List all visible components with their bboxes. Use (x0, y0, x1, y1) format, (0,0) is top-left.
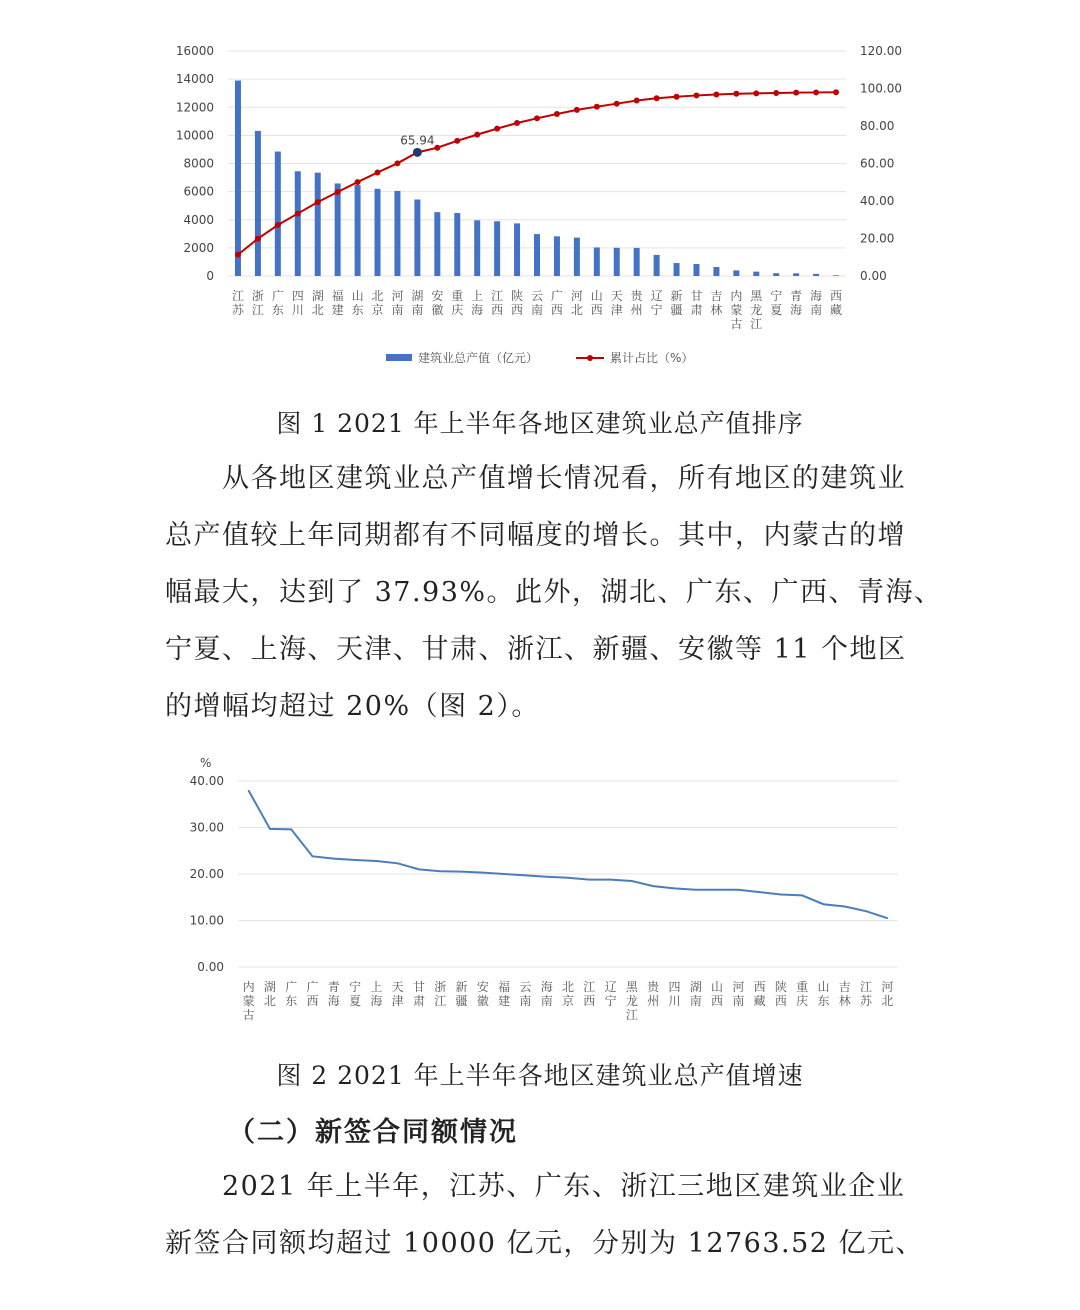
growth-point (503, 873, 505, 875)
x-tick-label: 海南 (810, 289, 823, 317)
growth-point (695, 889, 697, 891)
x-tick-label: 福建 (331, 289, 344, 317)
paragraph-line: 从各地区建筑业总产值增长情况看，所有地区的建筑业 (165, 463, 906, 494)
legend-line-label: 累计占比（%） (610, 351, 694, 365)
growth-point (801, 895, 803, 897)
x-tick-label: 山东 (817, 980, 830, 1008)
growth-point (716, 889, 718, 891)
line-point (674, 94, 680, 100)
growth-point (461, 871, 463, 873)
line-point (474, 132, 480, 138)
y-right-tick-label: 120.00 (860, 44, 902, 58)
bar (773, 273, 779, 276)
x-tick-label: 山西 (590, 289, 603, 317)
line-point (534, 115, 540, 121)
growth-point (674, 888, 676, 890)
figure-2-caption: 图 2 2021 年上半年各地区建筑业总产值增速 (276, 1061, 804, 1090)
growth-point (887, 917, 889, 919)
x-tick-label: 浙江 (251, 289, 264, 317)
x-tick-label: 青海 (790, 289, 803, 317)
bar (375, 189, 381, 276)
x-tick-label: 山东 (351, 289, 364, 317)
x-tick-label: 内蒙古 (730, 289, 743, 331)
line-point (335, 189, 341, 195)
growth-point (248, 790, 250, 792)
figure-1-caption: 图 1 2021 年上半年各地区建筑业总产值排序 (276, 409, 804, 438)
line-point (275, 222, 281, 228)
x-tick-label: 陕西 (774, 980, 787, 1008)
y-left-tick-label: 8000 (183, 156, 214, 171)
x-tick-label: 广东 (271, 289, 284, 317)
y-left-tick-label: 16000 (175, 44, 214, 58)
growth-point (631, 880, 633, 882)
x-tick-label: 上海 (370, 980, 383, 1008)
bar (434, 212, 440, 276)
y-tick-label: 40.00 (189, 774, 224, 788)
line-point (355, 179, 361, 185)
legend-bar-label: 建筑业总产值（亿元） (418, 351, 539, 365)
bar (574, 238, 580, 276)
bar (414, 200, 420, 277)
growth-point (397, 863, 399, 865)
x-tick-label: 山西 (711, 980, 724, 1008)
y-right-tick-label: 40.00 (860, 194, 895, 208)
x-tick-label: 四川 (291, 289, 304, 317)
x-tick-label: 陕西 (511, 289, 524, 317)
x-tick-label: 江苏 (860, 980, 873, 1008)
line-point (773, 90, 779, 96)
paragraph-line: 的增幅均超过 20%（图 2）。 (165, 691, 540, 722)
x-tick-label: 广东 (285, 980, 298, 1008)
x-tick-label: 河北 (570, 289, 583, 317)
bar (693, 264, 699, 276)
y-axis-unit: % (200, 756, 212, 770)
x-tick-label: 北京 (371, 289, 384, 317)
line-point (833, 89, 839, 95)
growth-point (290, 829, 292, 831)
growth-point (865, 910, 867, 912)
x-tick-label: 湖北 (263, 980, 276, 1008)
x-tick-label: 西藏 (830, 289, 843, 317)
line-point (634, 98, 640, 104)
paragraph-line: 新签合同额均超过 10000 亿元，分别为 12763.52 亿元、 (165, 1228, 925, 1259)
growth-point (439, 870, 441, 872)
legend-bar-swatch (386, 354, 412, 361)
x-tick-label: 河北 (881, 980, 894, 1008)
x-tick-label: 四川 (668, 980, 681, 1008)
line-point (654, 95, 660, 101)
line-point (295, 211, 301, 217)
x-tick-label: 海南 (540, 980, 553, 1008)
bar (614, 248, 620, 276)
x-tick-label: 湖北 (311, 289, 324, 317)
bar (554, 236, 560, 276)
line-point (753, 90, 759, 96)
x-tick-label: 重庆 (796, 980, 809, 1008)
line-point (614, 101, 620, 107)
paragraph-line: 总产值较上年同期都有不同幅度的增长。其中，内蒙古的增 (165, 520, 906, 551)
x-tick-label: 江西 (583, 980, 596, 1008)
growth-point (738, 889, 740, 891)
x-tick-label: 黑龙江 (750, 289, 763, 331)
paragraph-2 (165, 1158, 925, 1272)
paragraph-line: 宁夏、上海、天津、甘肃、浙江、新疆、安徽等 11 个地区 (165, 634, 907, 665)
line-point (255, 236, 261, 242)
line-point (315, 199, 321, 205)
x-tick-label: 安徽 (476, 980, 489, 1008)
line-point (514, 120, 520, 126)
line-point (713, 92, 719, 98)
growth-point (759, 891, 761, 893)
x-tick-label: 河南 (391, 289, 404, 317)
x-tick-label: 吉林 (710, 289, 723, 317)
bar (713, 267, 719, 276)
x-tick-label: 云南 (519, 980, 532, 1008)
line-point (454, 138, 460, 144)
x-tick-label: 重庆 (451, 289, 464, 317)
growth-point (525, 875, 527, 877)
x-tick-label: 福建 (498, 980, 511, 1008)
growth-point (588, 879, 590, 881)
growth-point (354, 859, 356, 861)
legend-line-marker (587, 355, 593, 361)
x-tick-label: 北京 (561, 980, 575, 1008)
x-tick-label: 安徽 (431, 289, 444, 317)
x-tick-label: 宁夏 (770, 289, 783, 317)
line-point (554, 111, 560, 117)
bar (474, 220, 480, 276)
x-tick-label: 贵州 (647, 980, 660, 1008)
line-point (793, 90, 799, 96)
figure-2-chart (0, 745, 1080, 1035)
growth-point (418, 869, 420, 871)
bar (833, 275, 839, 276)
growth-point (610, 879, 612, 881)
growth-point (376, 860, 378, 862)
paragraph-1 (165, 450, 943, 735)
line-point (494, 126, 500, 132)
x-tick-label: 天津 (391, 980, 404, 1008)
paragraph-line: 幅最大，达到了 37.93%。此外，湖北、广东、广西、青海、 (165, 577, 943, 608)
x-tick-label: 湖南 (689, 980, 702, 1008)
bar (674, 263, 680, 276)
highlight-point (413, 148, 422, 157)
y-tick-label: 20.00 (189, 867, 224, 881)
x-tick-label: 辽宁 (650, 289, 663, 317)
x-tick-label: 黑龙江 (625, 980, 638, 1022)
x-tick-label: 广西 (306, 980, 319, 1008)
y-right-tick-label: 0.00 (860, 269, 887, 283)
x-tick-label: 广西 (550, 289, 563, 317)
x-tick-label: 江苏 (231, 289, 244, 317)
x-tick-label: 湖南 (411, 289, 424, 317)
y-left-tick-label: 4000 (183, 212, 214, 227)
growth-point (567, 877, 569, 879)
bar (494, 221, 500, 276)
growth-point (482, 872, 484, 874)
x-tick-label: 江西 (491, 289, 504, 317)
chart-2-svg (0, 745, 1080, 1035)
line-point (813, 89, 819, 95)
bar (793, 273, 799, 276)
x-tick-label: 辽宁 (604, 980, 617, 1008)
y-right-tick-label: 80.00 (860, 119, 895, 133)
x-tick-label: 贵州 (630, 289, 643, 317)
bar (813, 274, 819, 276)
x-tick-label: 新疆 (670, 289, 683, 317)
bar (235, 81, 241, 276)
bar (514, 223, 520, 276)
line-point (733, 91, 739, 97)
y-tick-label: 0.00 (197, 960, 224, 974)
y-left-tick-label: 12000 (175, 100, 214, 115)
bar (753, 272, 759, 276)
y-right-tick-label: 20.00 (860, 231, 895, 246)
x-tick-label: 甘肃 (412, 980, 425, 1008)
growth-point (780, 894, 782, 896)
x-tick-label: 内蒙古 (242, 980, 255, 1022)
y-left-tick-label: 2000 (183, 240, 214, 255)
growth-point (823, 903, 825, 905)
line-point (375, 170, 381, 176)
x-tick-label: 天津 (610, 289, 623, 317)
growth-point (652, 885, 654, 887)
x-tick-label: 吉林 (838, 980, 851, 1008)
line-point (434, 145, 440, 151)
x-tick-label: 宁夏 (349, 980, 362, 1008)
line-point (574, 107, 580, 113)
growth-point (269, 828, 271, 830)
x-tick-label: 浙江 (434, 980, 447, 1008)
section-heading: （二）新签合同额情况 (228, 1117, 518, 1148)
x-tick-label: 上海 (471, 289, 484, 317)
bar (315, 173, 321, 276)
bar (275, 152, 281, 276)
x-tick-label: 河南 (732, 980, 745, 1008)
y-left-tick-label: 6000 (183, 184, 214, 199)
bar (654, 255, 660, 276)
line-point (693, 92, 699, 98)
bar (534, 234, 540, 276)
bar (733, 270, 739, 276)
y-left-tick-label: 0 (206, 269, 214, 283)
bar (355, 185, 361, 276)
x-tick-label: 新疆 (455, 980, 468, 1008)
y-right-tick-label: 60.00 (860, 156, 895, 171)
x-tick-label: 青海 (327, 980, 340, 1008)
chart-1-svg (0, 0, 1080, 380)
bar (454, 213, 460, 276)
x-tick-label: 西藏 (753, 980, 766, 1008)
line-point (394, 160, 400, 166)
bar (594, 247, 600, 276)
y-left-tick-label: 10000 (175, 128, 214, 143)
figure-1-chart (0, 0, 1080, 380)
data-label: 65.94 (400, 133, 435, 148)
growth-line (249, 791, 888, 919)
y-tick-label: 30.00 (189, 820, 224, 835)
growth-point (312, 856, 314, 858)
bar (295, 171, 301, 276)
paragraph-line: 2021 年上半年，江苏、广东、浙江三地区建筑业企业 (165, 1171, 906, 1202)
y-tick-label: 10.00 (189, 913, 224, 928)
bar (394, 191, 400, 276)
growth-point (546, 876, 548, 878)
bar (634, 248, 640, 276)
x-tick-label: 云南 (530, 289, 544, 317)
x-tick-label: 甘肃 (690, 289, 703, 317)
bar (255, 131, 261, 276)
bar (335, 183, 341, 276)
growth-point (333, 858, 335, 860)
y-left-tick-label: 14000 (175, 72, 214, 87)
growth-point (844, 906, 846, 908)
line-point (235, 252, 241, 258)
y-right-tick-label: 100.00 (860, 81, 902, 96)
line-point (594, 104, 600, 110)
